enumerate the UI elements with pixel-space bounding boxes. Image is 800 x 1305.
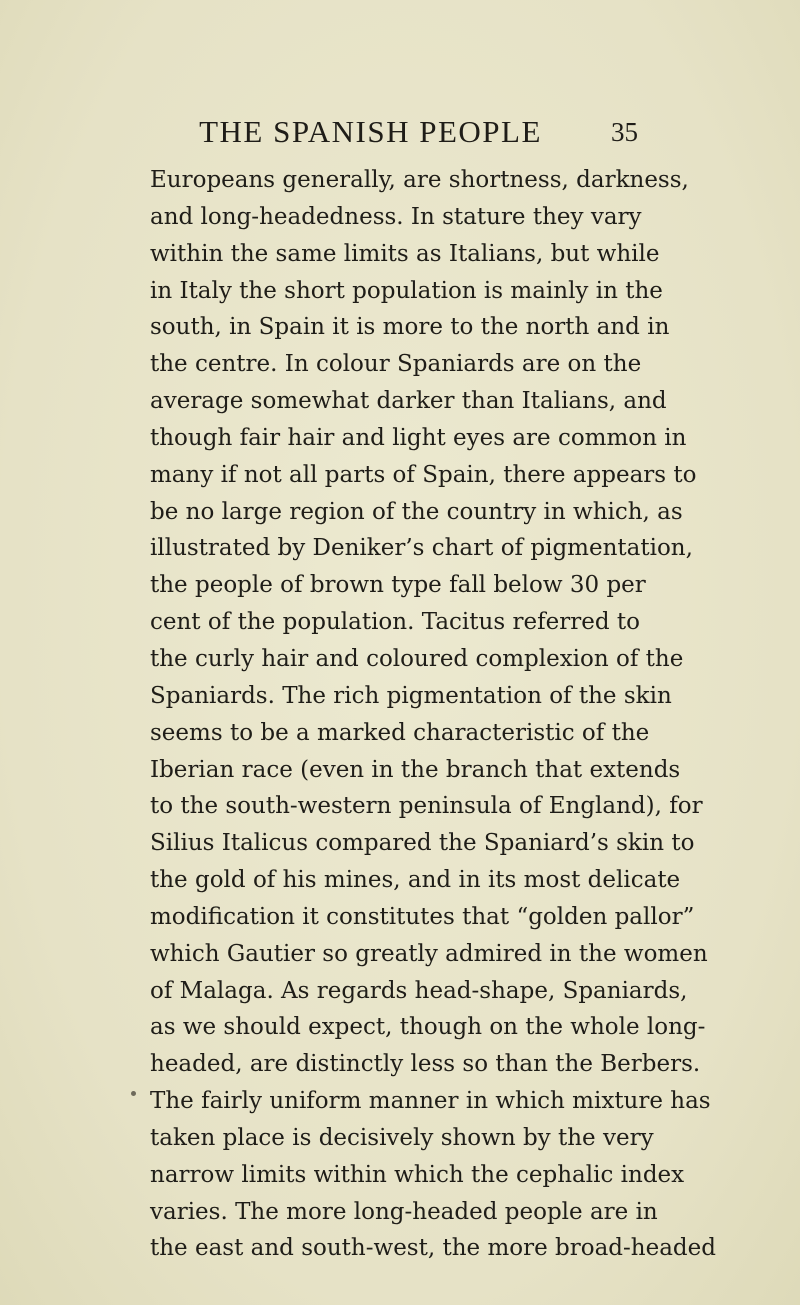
text-line: south, in Spain it is more to the north and in — [150, 314, 670, 341]
running-head-title: THE SPANISH PEOPLE — [199, 114, 542, 149]
text-line: illustrated by Deniker’s chart of pigmentation, — [150, 535, 693, 562]
text-line: the people of brown type fall below 30 per — [150, 572, 646, 599]
text-line: headed, are distinctly less so than the Berbers. — [150, 1051, 701, 1078]
text-line: of Malaga. As regards head-shape, Spaniards, — [150, 977, 688, 1004]
text-line: many if not all parts of Spain, there appears to — [150, 461, 697, 488]
text-line: though fair hair and light eyes are common in — [150, 424, 687, 451]
page-number: 35 — [611, 116, 638, 147]
text-line: seems to be a marked characteristic of the — [150, 719, 650, 746]
text-line: Iberian race (even in the branch that extends — [150, 756, 681, 783]
text-line: Europeans generally, are shortness, darkness, — [150, 167, 689, 193]
text-line: to the south-western peninsula of England), for — [150, 793, 703, 820]
text-line: and long-headedness. In stature they vary — [150, 203, 642, 230]
text-line: Silius Italicus compared the Spaniard’s skin to — [150, 830, 695, 857]
text-line: be no large region of the country in which, as — [150, 498, 683, 525]
text-line: in Italy the short population is mainly in the — [150, 277, 663, 304]
ink-speck — [131, 1091, 136, 1096]
text-line: Spaniards. The rich pigmentation of the skin — [150, 682, 672, 709]
text-line: within the same limits as Italians, but while — [150, 240, 660, 267]
text-line: narrow limits within which the cephalic index — [150, 1161, 685, 1188]
text-line: cent of the population. Tacitus referred to — [150, 609, 640, 636]
text-line: the east and south-west, the more broad-headed — [150, 1235, 716, 1262]
text-line: The fairly uniform manner in which mixture has — [150, 1088, 711, 1115]
text-line: which Gautier so greatly admired in the women — [150, 940, 708, 967]
text-line: taken place is decisively shown by the very — [150, 1124, 654, 1151]
text-line: the curly hair and coloured complexion of the — [150, 645, 684, 672]
running-head — [148, 112, 638, 152]
text-line: average somewhat darker than Italians, and — [150, 388, 667, 415]
text-line: the centre. In colour Spaniards are on the — [150, 351, 642, 378]
text-line: modification it constitutes that “golden pallor” — [150, 903, 695, 930]
body-text — [150, 162, 716, 1267]
text-line: varies. The more long-headed people are in — [150, 1198, 658, 1225]
text-line: as we should expect, though on the whole long- — [150, 1014, 706, 1041]
text-line: the gold of his mines, and in its most delicate — [150, 867, 681, 894]
